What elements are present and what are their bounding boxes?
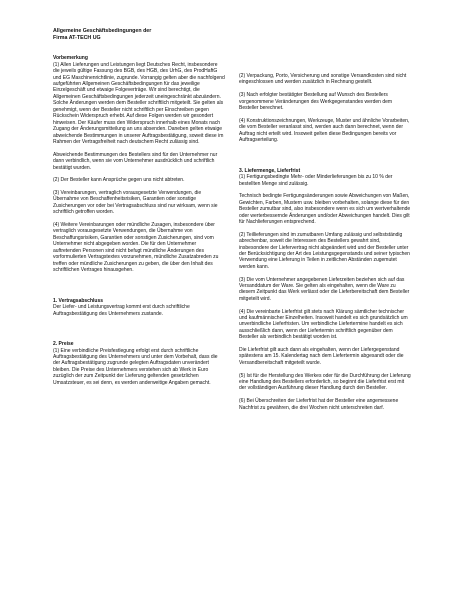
section-3-paragraph-3: (2) Teillieferungen sind im zumutbaren Umfang zulässig und selbstständig abrechenbar, soweit die Interessen des Bestellers gewahrt sind, insbesondere der Liefervertrag nicht abgeändert wird und der Besteller unter der Berücksichtigung der Art des Leistungsgegenstands und seiner typischen Verwendung eine Lieferung in Teilen in zeitlichen Abständen zugemutet werden kann. (239, 231, 410, 270)
right-column (239, 73, 411, 417)
vorbemerkung-paragraph-4: (3) Vereinbarungen, vertraglich vorausgesetzte Verwendungen, die Übernahme von Beschaffenheitsrisiken, Garantien oder sonstige Zusicherungen vor oder bei Vertragsabschluss sind nur wirksam, wenn sie schriftlich getroffen worden. (53, 189, 218, 216)
vorbemerkung-paragraph-3: (2) Der Besteller kann Ansprüche gegen uns nicht abtreten. (53, 177, 185, 184)
document-title-line-2: Firma AT-TECH UG (53, 34, 101, 41)
left-column (53, 28, 225, 392)
section-3-paragraph-5: (4) Die vereinbarte Lieferfrist gilt stets nach Klärung sämtlicher technischer und kaufmännischer Einzelheiten. Insoweit handelt es sich grundsätzlich um unverbindliche Lieferfristen. Um verbindliche Liefertermine handelt es sich ausschließlich dann, wenn der Liefertermin schriftlich gegenüber dem Besteller als verbindlich bestätigt worden ist. (239, 308, 408, 341)
section-1-heading: 1. Vertragsabschluss (53, 297, 104, 304)
vorbemerkung-heading: Vorbemerkung (53, 55, 88, 62)
section-3-paragraph-2: Technisch bedingte Fertigungsänderungen sowie Abweichungen von Maßen, Gewichten, Farben, Mustern usw. bleiben vorbehalten, solange diese für den Besteller zumutbar sind, also insbesondere wenn es sich um wertverhaltende oder werterbessernde Änderungen und/oder Abweichungen handelt. Dies gilt für Nachlieferungen entsprechend. (239, 193, 411, 225)
section-2-heading: 2. Preise (53, 341, 74, 348)
vorbemerkung-paragraph-1: (1) Allen Lieferungen und Leistungen liegt Deutsches Recht, insbesondere die jeweils gültige Fassung des BGB, des HGB, des UrhG, des ProdHaftG und EG Maschinenrichtlinie, zugrunde. Vorrangig gelten aber die nachfolgend aufgeführten Allgemeinen Geschäftsbedingungen für das jeweilige Einzelgeschäft und etwaige Folgeverträge. Wir sind berechtigt, die Allgemeinen Geschäftsbedingungen jederzeit uneingeschränkt abzuändern. Solche Änderungen werden dem Besteller schriftlich mitgeteilt. Sie gelten als genehmigt, wenn der Besteller nicht schriftlich per Einschreiben gegen Rückschein Widerspruch erhebt. Auf diese Folgen werden wir gesondert hinweisen. Der Käufer muss den Widerspruch innerhalb eines Monats nach Zugang der Änderungsmitteilung an uns absenden. Daneben gelten etwaige abweichende Bestimmungen in unserer Auftragsbestätigung, soweit diese im Rahmen der Vertragsfreiheit nach deutschem Recht zulässig sind. (53, 61, 225, 146)
preise-paragraph-4: (4) Konstruktionszeichnungen, Werkzeuge, Muster und ähnliche Vorarbeiten, die vom Besteller veranlasst sind, werden auch dann berechnet, wenn der Auftrag nicht erteilt wird. Insoweit gelten diese Bedingungen bereits vor Auftragserteilung. (239, 117, 410, 143)
section-2-text: (1) Eine verbindliche Preisfestlegung erfolgt erst durch schriftliche Auftragsbestätigung des Unternehmers und unter dem Vorbehalt, dass die der Auftragsbestätigung zugrunde gelegten Auftragsdaten unverändert bleiben. Die Preise des Unternehmers verstehen sich ab Werk in Euro zuzüglich der zum Zeitpunkt der Lieferung geltenden gesetzlichen Umsatzsteuer, es sei denn, es werden anderweitige Angaben gemacht. (53, 347, 218, 386)
vorbemerkung-paragraph-5: (4) Weitere Vereinbarungen oder mündliche Zusagen, insbesondere über vertraglich vorausgesetzte Verwendungen, die Übernahme von Beschaffungsrisiken, Garantien oder sonstigen Zusicherungen, sind vom Unternehmer nicht abgegeben worden. Die für den Unternehmer auftretenden Personen sind nicht befugt mündliche Änderungen des vorformulierten Vertragstextes vorzunehmen, mündliche Zusatzabreden zu treffen oder mündliche Zusicherungen zu geben, die über den Inhalt des schriftlichen Vertrages hinausgehen. (53, 221, 219, 274)
vorbemerkung-paragraph-2: Abweichende Bestimmungen des Bestellers sind für den Unternehmer nur dann verbindlich, wenn sie vom Unternehmer ausdrücklich und schriftlich bestätigt wurden. (53, 151, 218, 171)
section-1-text: Der Liefer- und Leistungsvertrag kommt erst durch schriftliche Auftragsbestätigung des Unternehmers zustande. (53, 304, 190, 317)
preise-paragraph-3: (3) Nach erfolgter bestätigter Bestellung auf Wunsch des Bestellers vorgenommene Veränderungen des Werkgegenstandes werden dem Besteller berechnet. (239, 92, 393, 111)
section-3-paragraph-7: (5) Ist für die Herstellung des Werkes oder für die Durchführung der Lieferung eine Handlung des Bestellers erforderlich, so beginnt die Lieferfrist erst mit der vollständigen Ausführung dieser Handlung durch den Besteller. (239, 372, 411, 392)
section-3-heading: 3. Liefermenge, Lieferfrist (239, 167, 301, 174)
document-title-line-1: Allgemeine Geschäftsbedingungen der (53, 28, 152, 34)
section-3-paragraph-8: (6) Bei Überschreiten der Lieferfrist hat der Besteller eine angemessene Nachfrist zu gewähren, die drei Wochen nicht unterschreiten darf. (239, 398, 399, 411)
section-3-paragraph-4: (3) Die vom Unternehmer angegebenen Lieferzeiten beziehen sich auf das Versanddatum der Ware. Sie gelten als eingehalten, wenn die Ware zu diesem Zeitpunkt das Werk verlässt oder die Lieferbereitschaft dem Besteller mitgeteilt wird. (239, 276, 410, 302)
section-3-paragraph-6: Die Lieferfrist gilt auch dann als eingehalten, wenn der Liefergegenstand spätestens am 15. Kalendertag nach dem Liefertermin abgesandt oder die Versandbereitschaft mitgeteilt wurde. (239, 346, 404, 366)
preise-paragraph-2: (2) Verpackung, Porto, Versicherung und sonstige Versandkosten sind nicht eingeschlossen und werden zusätzlich in Rechnung gestellt. (239, 73, 407, 86)
section-3-paragraph-1: (1) Fertigungsbedingte Mehr- oder Minderlieferungen bis zu 10 % der bestellten Menge sind zulässig. (239, 174, 393, 187)
